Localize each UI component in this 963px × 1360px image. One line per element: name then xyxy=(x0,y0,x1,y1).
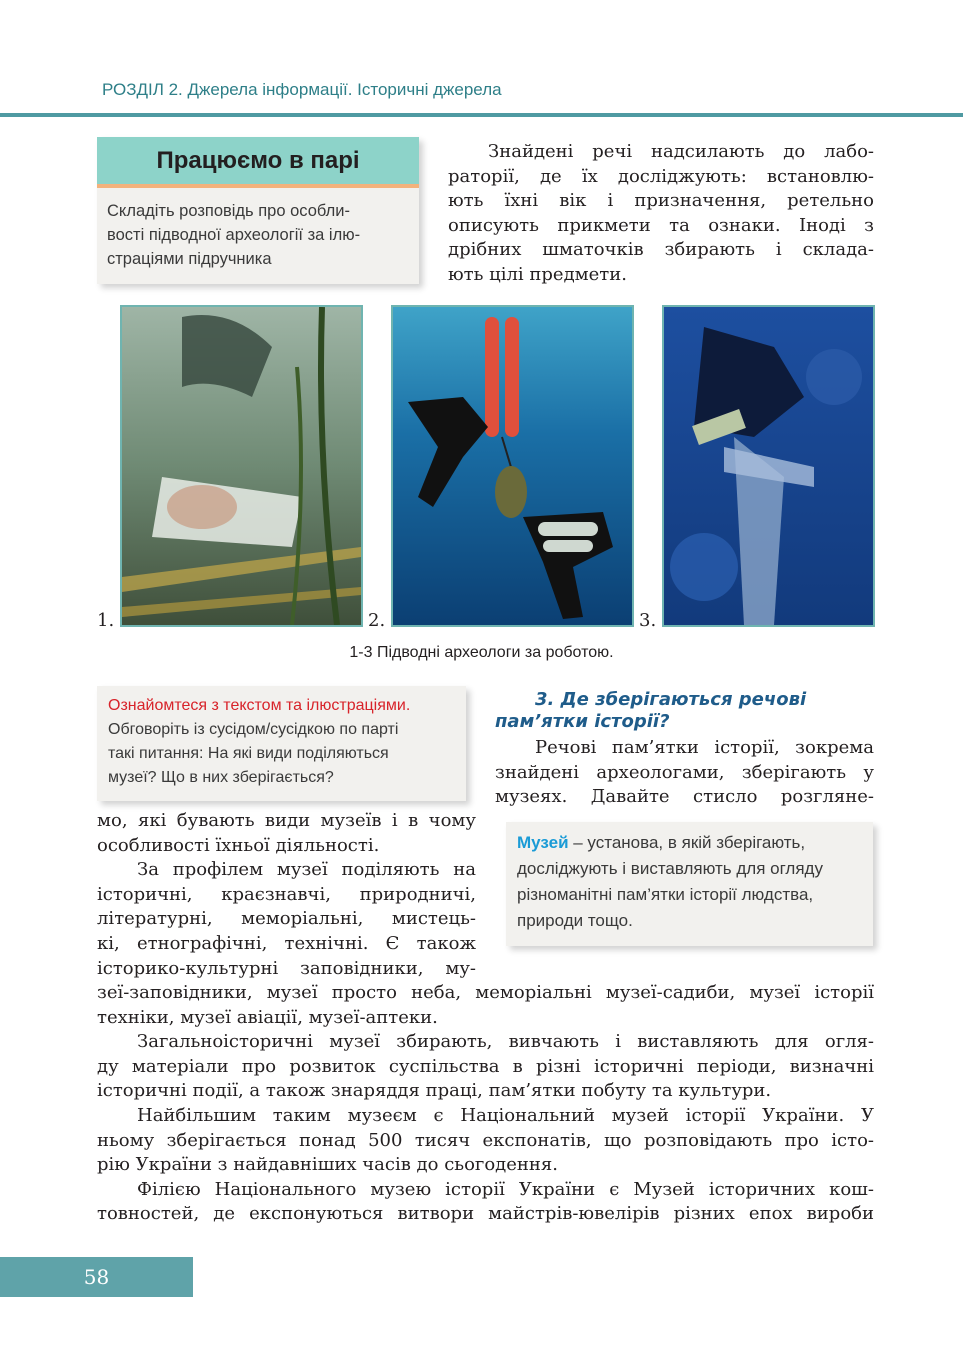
figure-3-image xyxy=(662,305,875,627)
text-line: історичні події, а також знаряддя праці, пам’ятки побуту та культури. xyxy=(97,1080,772,1102)
section-heading xyxy=(495,689,806,733)
definition-box xyxy=(506,822,873,946)
figure-1-image xyxy=(120,305,363,627)
chapter-header: РОЗДІЛ 2. Джерела інформації. Історичні джерела xyxy=(102,80,502,99)
text-line: знайдені археологами, зберігають у xyxy=(495,761,874,783)
heading-line: 3. Де зберігаються речові xyxy=(535,689,807,710)
discussion-task-box xyxy=(97,686,466,801)
text-line: дрібних шматочків збирають і склада- xyxy=(448,239,874,261)
page-number: 58 xyxy=(0,1257,193,1297)
definition-text: – установа, в якій зберігають, досліджують і виставляють для огляду різноманітні пам’ятки історії людства, природи тощо. xyxy=(517,833,823,930)
text-line: Речові пам’ятки історії, зокрема xyxy=(535,737,874,758)
text-line: товностей, де експонуються витвори майстрів-ювелірів різних епох вироби xyxy=(97,1203,874,1225)
pair-work-title: Працюємо в парі xyxy=(97,137,419,188)
text-line: мо, які бувають види музеїв і в чому xyxy=(97,810,476,831)
task-line: такі питання: На які види поділяються xyxy=(108,745,389,762)
section-intro xyxy=(495,736,874,810)
text-line: кі, етнографічні, технічні. Є також xyxy=(97,932,476,954)
text-line: ють їхні вік і призначення, ретельно xyxy=(448,190,874,212)
text-line: техніки, музеї авіації, музеї-аптеки. xyxy=(97,1006,438,1028)
definition-term: Музей xyxy=(517,833,569,852)
figure-label: 1. xyxy=(97,610,115,631)
pair-work-line: страціями підручника xyxy=(107,250,272,268)
text-line: ють цілі предмети. xyxy=(448,263,627,285)
task-title: Ознайомтеся з текстом та ілюстраціями. xyxy=(108,697,411,714)
text-line: особливості їхньої діяльності. xyxy=(97,834,380,856)
text-line: музеях. Давайте стисло розгляне- xyxy=(495,786,874,808)
museum-types-paragraph xyxy=(97,809,476,981)
task-line: Обговоріть із сусідом/сусідкою по парті xyxy=(108,721,399,738)
intro-paragraph xyxy=(448,140,874,288)
task-line: музеї? Що в них зберігається? xyxy=(108,769,334,786)
text-line: Найбільшим таким музеєм є Національний музей історії України. У xyxy=(137,1104,874,1126)
text-line: ду матеріали про розвиток суспільства в різні історичні періоди, визначні xyxy=(97,1055,874,1077)
text-line: історичні, краєзнавчі, природничі, xyxy=(97,883,476,905)
text-line: літературні, меморіальні, мистець- xyxy=(97,908,476,930)
figure-label: 2. xyxy=(368,610,386,631)
text-line: Загальноісторичні музеї збирають, вивчають і виставляють для огля- xyxy=(137,1031,874,1053)
text-line: раторії, де їх досліджують: встановлю- xyxy=(448,165,874,187)
text-line: За профілем музеї поділяють на xyxy=(137,859,476,881)
text-line: Філією Національного музею історії України є Музей історичних кош- xyxy=(137,1178,874,1200)
text-line: історико-культурні заповідники, му- xyxy=(97,957,476,979)
header-divider xyxy=(0,113,963,117)
text-line: зеї-заповідники, музеї просто неба, меморіальні музеї-садиби, музеї історії xyxy=(97,982,874,1003)
figure-2-image xyxy=(391,305,634,627)
text-line: рію України з найдавніших часів до сьогодення. xyxy=(97,1154,558,1176)
pair-work-text xyxy=(97,188,419,271)
text-line: описують прикмети та ознаки. Іноді з xyxy=(448,214,874,236)
pair-work-box xyxy=(97,137,419,284)
pair-work-line: Складіть розповідь про особли- xyxy=(107,202,350,220)
figure-label: 3. xyxy=(639,610,657,631)
text-line: ньому зберігається понад 500 тисяч експонатів, що розповідають про істо- xyxy=(97,1129,874,1151)
figure-caption: 1-3 Підводні археологи за роботою. xyxy=(349,644,614,661)
text-line: Знайдені речі надсилають до лабо- xyxy=(488,141,874,162)
heading-line: пам’ятки історії? xyxy=(495,711,670,732)
pair-work-line: вості підводної археології за ілю- xyxy=(107,226,361,244)
body-text xyxy=(97,981,874,1227)
